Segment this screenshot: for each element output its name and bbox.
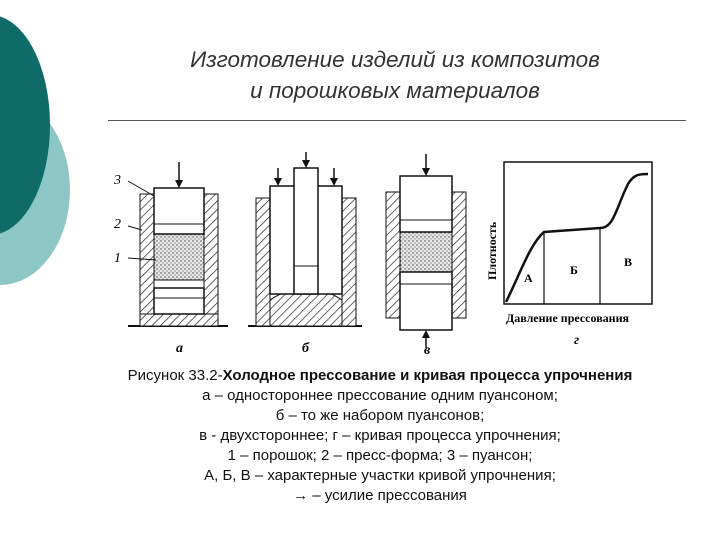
x-axis-label: Давление прессования <box>506 311 630 325</box>
title-line-1: Изготовление изделий из композитов <box>190 47 600 72</box>
panel-label-b: б <box>302 341 309 356</box>
panel-label-v: в <box>424 343 431 358</box>
region-A: А <box>524 271 533 285</box>
punch-bottom <box>154 288 204 314</box>
panel-v-double-pressing <box>386 154 466 358</box>
caption-line-6: А, Б, В – характерные участки кривой упрочнения; <box>204 467 556 484</box>
inner-punch <box>294 168 318 294</box>
slide-title <box>105 44 685 106</box>
caption-line-2: а – одностороннее прессование одним пуансоном; <box>202 387 558 404</box>
title-divider <box>108 120 686 121</box>
die-wall-right <box>342 198 356 326</box>
title-line-2: и порошковых материалов <box>250 78 540 103</box>
powder <box>400 232 452 272</box>
die-wall-left <box>386 192 400 318</box>
figure-caption <box>40 366 720 506</box>
region-V: В <box>624 255 633 269</box>
panel-label-a: а <box>176 341 183 356</box>
die-wall-left <box>140 194 154 314</box>
caption-line-5: 1 – порошок; 2 – пресс-форма; 3 – пуансон; <box>227 447 533 464</box>
die-wall-right <box>204 194 218 314</box>
callout-3: 3 <box>114 173 121 188</box>
panel-b-punch-set <box>248 152 362 356</box>
punch-bottom <box>400 272 452 330</box>
die-wall-left <box>256 198 270 326</box>
region-B: Б <box>570 263 578 277</box>
die-wall-right <box>452 192 466 318</box>
caption-figure-title: Холодное прессование и кривая процесса упрочнения <box>222 367 633 384</box>
caption-line-7: → – усилие прессования <box>293 487 467 504</box>
panel-label-g: г <box>574 333 580 348</box>
callout-1: 1 <box>114 251 121 266</box>
panel-g-densification-curve <box>485 162 652 348</box>
powder <box>154 234 204 280</box>
callout-2: 2 <box>114 217 121 232</box>
punch-top <box>400 176 452 232</box>
punch-top <box>154 188 204 234</box>
caption-line-3: б – то же набором пуансонов; <box>275 407 485 424</box>
caption-line-1 <box>40 366 720 386</box>
panel-a-single-punch <box>113 162 228 356</box>
caption-figure-number: Рисунок 33.2- <box>127 367 223 384</box>
pressing-figure <box>100 148 670 358</box>
caption-line-4: в - двухстороннее; г – кривая процесса упрочнения; <box>199 427 561 444</box>
die-bottom <box>140 314 218 326</box>
y-axis-label: Плотность <box>485 221 499 280</box>
